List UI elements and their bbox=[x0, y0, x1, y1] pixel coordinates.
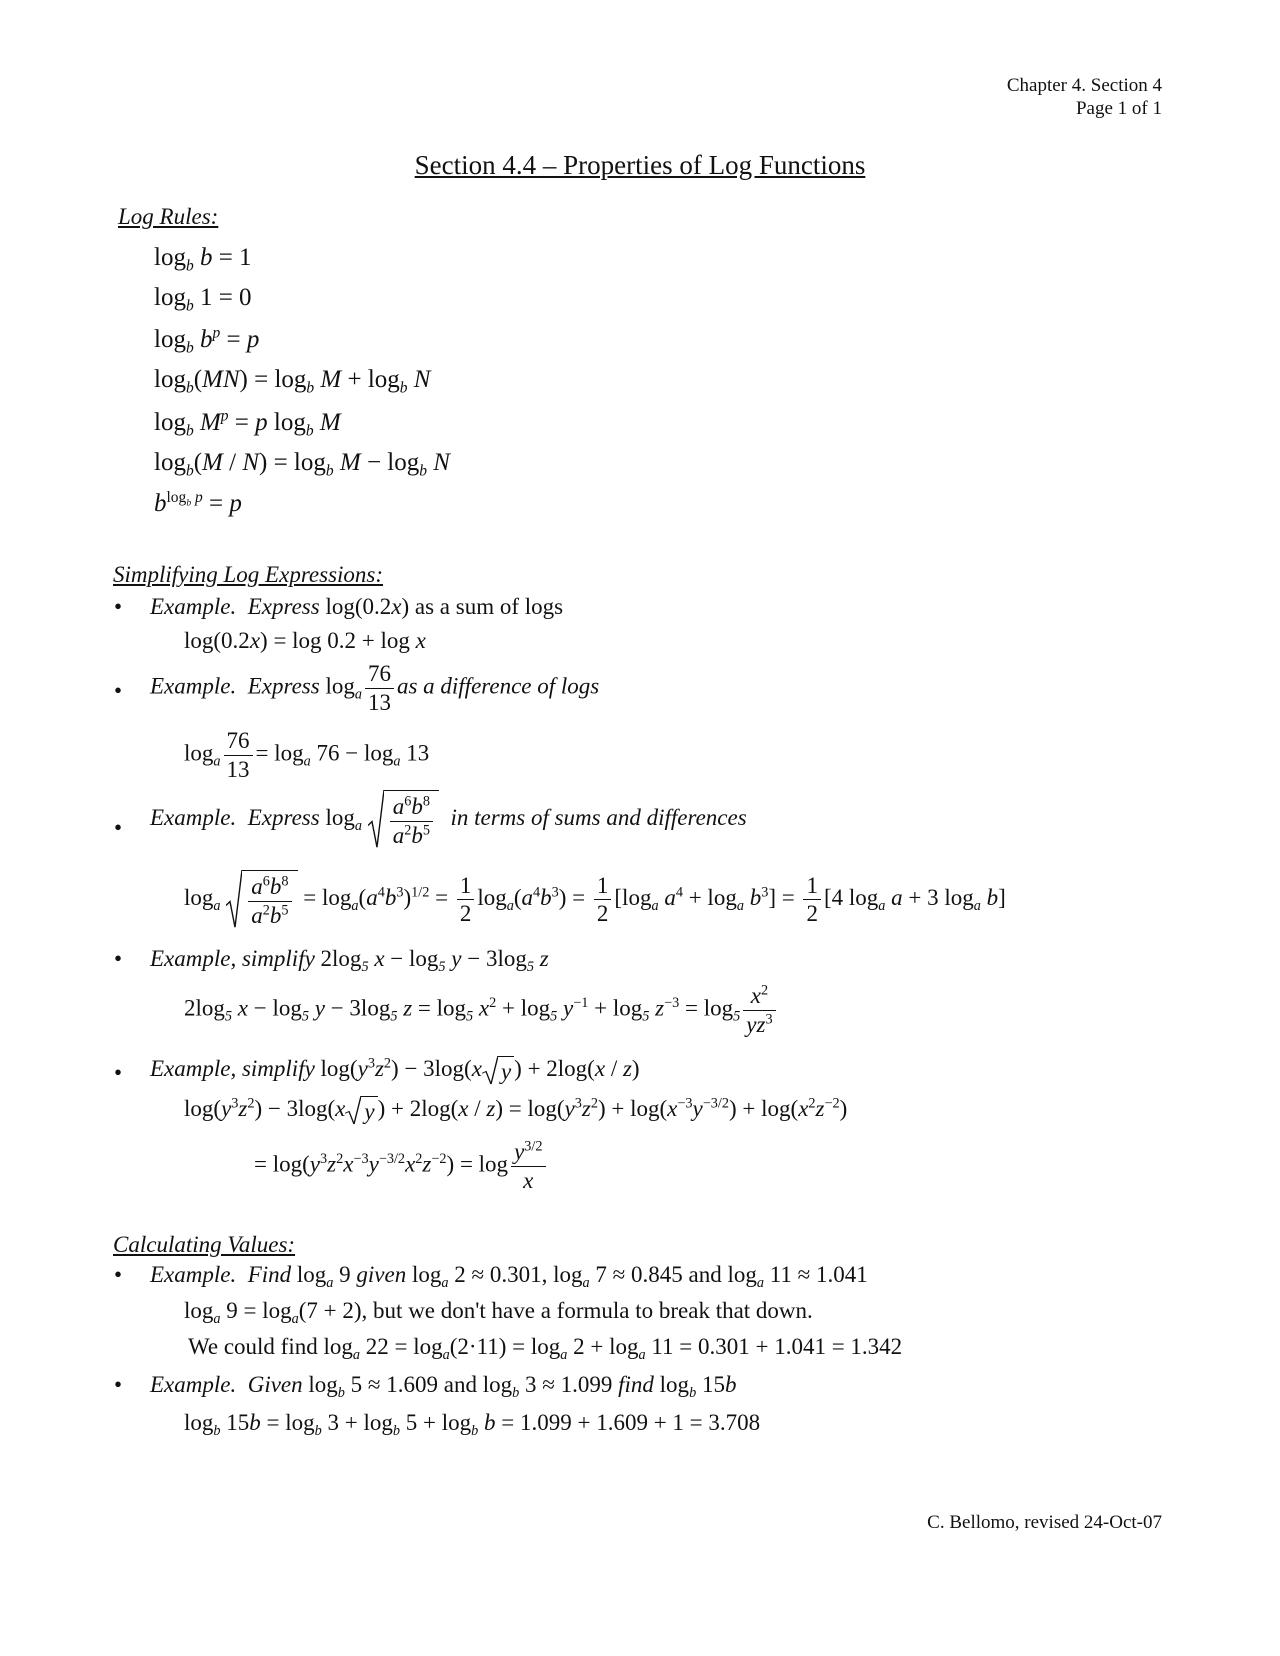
calc-example-2-work: $\log_b 15b = \log_b 3 + \log_b 5 + \log_b b = 1.099 + 1.609 + 1 = 3.708$ bbox=[184, 1410, 761, 1439]
example-3-work: $\log_a$ $\frac{a^6b^8}{a^2b^5}$ = $\log_a(a^4b^3)^{1/2}$ = $\frac{1}{2}$ $\log_a(a^4b^3)$ = $\frac{1}{2}$ [$\log_a$ $a^4 + \log_a b^3$] = $\frac{1}{2}$ [4 $\log_a a + 3$ $\log_a b$] bbox=[184, 870, 1006, 929]
footer-credit: C. Bellomo, revised 24-Oct-07 bbox=[927, 1512, 1162, 1533]
log-rule-1: $\log_b b = 1$ bbox=[154, 244, 252, 275]
calculating-heading: Calculating Values: bbox=[113, 1232, 296, 1257]
log-rule-5: $\log_b M^p = p$ $\log_b M$ bbox=[154, 407, 341, 440]
example-2-prompt: Example. Express $\log_a$ $\frac{76}{13}$ as a difference of logs bbox=[150, 661, 600, 715]
log-rules-heading: Log Rules: bbox=[118, 204, 219, 229]
example-5-prompt: Example, simplify $\log(y^3z^2) - 3\log(x$ y ) + 2log(x / z) bbox=[150, 1055, 640, 1085]
bullet: • bbox=[114, 1060, 123, 1085]
example-1-prompt: Example. Express log(0.2x) as a sum of logs bbox=[150, 594, 564, 619]
log-rule-2: $\log_b 1 = 0$ bbox=[154, 284, 252, 315]
example-3-prompt: Example. Express $\log_a$ $\frac{a^6b^8}{a^2b^5}$ in terms of sums and differences bbox=[150, 790, 747, 849]
example-4-work: $2\log_5$ $x - \log_5 y - 3\log_5$ $z = \log_5 x^2 + \log_5 y^{-1} + \log_5 z^{-3} = \log_5$ $\frac{x^2}{yz^3}$ bbox=[184, 982, 779, 1038]
simplifying-heading: Simplifying Log Expressions: bbox=[113, 562, 384, 587]
example-2-work: $\log_a$ $\frac{76}{13}$ = $\log_a 76 - \log_a 13$ bbox=[184, 728, 430, 782]
bullet: • bbox=[114, 678, 123, 703]
page-title: Section 4.4 – Properties of Log Functions bbox=[414, 150, 866, 180]
chapter-section-label: Chapter 4. Section 4 bbox=[1006, 75, 1162, 96]
bullet: • bbox=[114, 946, 123, 971]
log-rule-6: $\log_b(M / N) = \log_b M - \log_b N$ bbox=[154, 449, 450, 480]
calc-example-1-work-1: $\log_a 9 = \log_a(7 + 2)$, but we don't have a formula to break that down. bbox=[184, 1298, 813, 1327]
calc-example-2-prompt: Example. Given $\log_b 5 \approx 1.609$ and $\log_b 3 \approx 1.099$ find $\log_b 15b$ bbox=[150, 1372, 737, 1401]
example-5-work-2: = $\log(y^3z^2x^{-3}y^{-3/2}x^2z^{-2}) = \log$ $\frac{y^{3/2}}{x}$ bbox=[254, 1138, 549, 1194]
example-5-work-1: $\log(y^3z^2) - 3\log(x$ y ) + $2\log(x / z) = \log(y^3z^2) + \log(x^{-3}y^{-3/2}) + \log(x^2z^{-2})$ bbox=[184, 1095, 848, 1125]
bullet: • bbox=[114, 815, 123, 840]
log-rule-3: $\log_b b^p = p$ bbox=[154, 324, 260, 357]
bullet: • bbox=[114, 594, 123, 619]
example-4-prompt: Example, simplify $2\log_5$ $x - \log_5 y - 3\log_5$ z bbox=[150, 946, 549, 975]
calc-example-1-work-2: We could find $\log_a 22 = \log_a(2\cdot 11) = \log_a 2 + \log_a 11 = 0.301 + 1.041 = 1.342$ bbox=[188, 1334, 903, 1363]
log-rule-7: $b^{log_b p} = p$ bbox=[154, 488, 242, 517]
bullet: • bbox=[114, 1372, 123, 1397]
bullet: • bbox=[114, 1262, 123, 1287]
log-rule-4: $\log_b(MN) = \log_b M + \log_b N$ bbox=[154, 366, 431, 397]
example-1-work: log(0.2x) = log 0.2 + log x bbox=[184, 628, 426, 653]
calc-example-1-prompt: Example. Find $\log_a 9$ given $\log_a 2 \approx 0.301$, $\log_a 7 \approx 0.845$ and $\log_a 11 \approx 1.041$ bbox=[150, 1262, 868, 1291]
page-number: Page 1 of 1 bbox=[1075, 98, 1162, 119]
